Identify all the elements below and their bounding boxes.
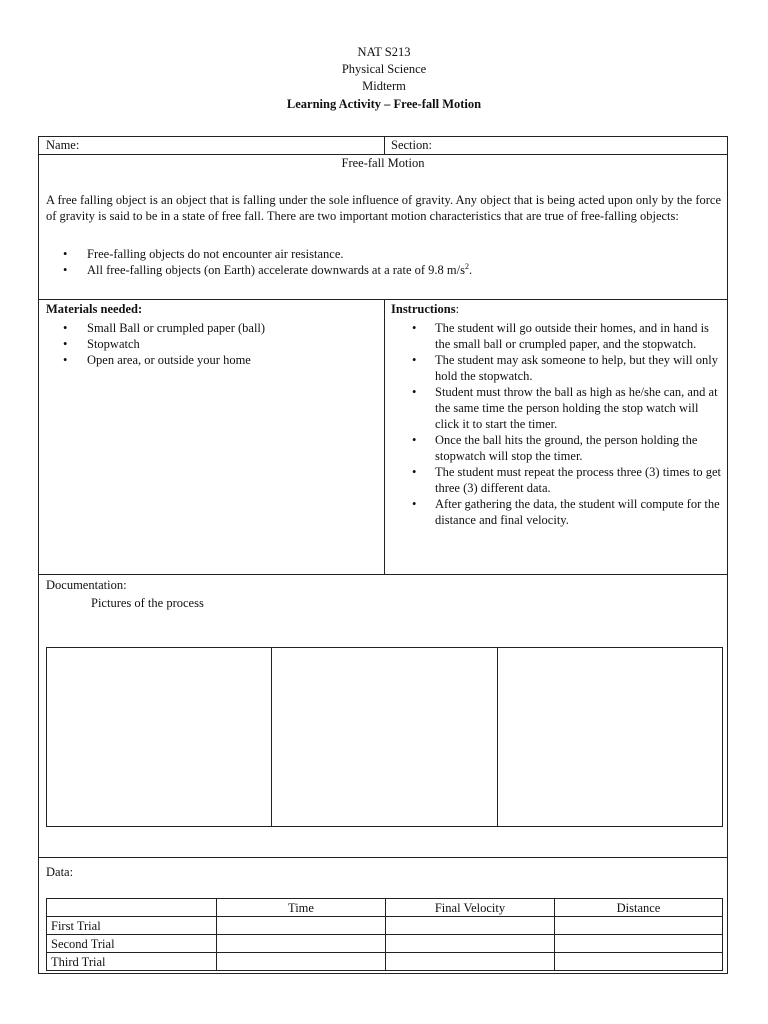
data-cell[interactable]	[555, 953, 723, 971]
column-header	[47, 899, 217, 917]
data-label: Data:	[46, 865, 74, 879]
instructions-heading: Instructions:	[391, 302, 460, 316]
data-cell[interactable]	[555, 935, 723, 953]
subject-name: Physical Science	[341, 62, 427, 76]
data-cell[interactable]	[386, 935, 555, 953]
intro-heading: Free-fall Motion	[341, 156, 425, 170]
instructions-item: • The student will go outside their homes, and in hand is the small ball or crumpled paper, and the stopwatch.	[392, 320, 726, 352]
data-table	[46, 898, 723, 971]
intro-paragraph: A free falling object is an object that is falling under the sole influence of gravity. Any object that is being acted upon only by the force of gravity is said to be in a state of free fall. There are two important motion characteristics that are true of free-falling objects:	[46, 193, 721, 223]
instructions-item: • Student must throw the ball as high as he/she can, and at the same time the person holding the stop watch will click it to start the timer.	[392, 384, 726, 432]
intro-bullet-1: • Free-falling objects do not encounter air resistance.	[43, 246, 727, 262]
divider	[39, 857, 727, 858]
divider	[384, 137, 385, 154]
divider	[384, 299, 385, 574]
divider	[39, 299, 727, 300]
name-field-label[interactable]: Name:	[46, 138, 80, 152]
table-header-row	[47, 899, 723, 917]
data-cell[interactable]	[217, 935, 386, 953]
materials-item: • Stopwatch	[43, 336, 381, 352]
document-header	[0, 44, 768, 113]
materials-list	[43, 320, 381, 368]
table-row	[47, 917, 723, 935]
trial-label: First Trial	[47, 917, 217, 935]
worksheet-frame	[38, 136, 728, 974]
trial-label: Second Trial	[47, 935, 217, 953]
instructions-item: • The student must repeat the process three (3) times to get three (3) different data.	[392, 464, 726, 496]
term-label: Midterm	[362, 79, 406, 93]
activity-title: Learning Activity – Free-fall Motion	[286, 97, 482, 111]
divider	[39, 574, 727, 575]
documentation-label: Documentation:	[46, 578, 127, 592]
picture-box[interactable]	[498, 648, 722, 826]
column-header: Time	[217, 899, 386, 917]
instructions-item: • The student may ask someone to help, but they will only hold the stopwatch.	[392, 352, 726, 384]
picture-box[interactable]	[272, 648, 497, 826]
course-code: NAT S213	[357, 45, 411, 59]
table-row	[47, 953, 723, 971]
data-cell[interactable]	[217, 917, 386, 935]
materials-item: • Small Ball or crumpled paper (ball)	[43, 320, 381, 336]
instructions-list	[392, 320, 726, 528]
intro-bullets	[39, 246, 727, 278]
table-row	[47, 935, 723, 953]
data-cell[interactable]	[217, 953, 386, 971]
instructions-item: • After gathering the data, the student will compute for the distance and final velocity.	[392, 496, 726, 528]
picture-boxes	[46, 647, 723, 827]
intro-bullet-2: • All free-falling objects (on Earth) accelerate downwards at a rate of 9.8 $m/s^2$.	[43, 262, 727, 278]
materials-item: • Open area, or outside your home	[43, 352, 381, 368]
column-header: Final Velocity	[386, 899, 555, 917]
documentation-sublabel: Pictures of the process	[91, 596, 204, 610]
data-cell[interactable]	[386, 917, 555, 935]
data-cell[interactable]	[386, 953, 555, 971]
picture-box[interactable]	[47, 648, 272, 826]
materials-heading: Materials needed:	[46, 302, 143, 316]
column-header: Distance	[555, 899, 723, 917]
section-field-label[interactable]: Section:	[391, 138, 432, 152]
trial-label: Third Trial	[47, 953, 217, 971]
data-cell[interactable]	[555, 917, 723, 935]
instructions-item: • Once the ball hits the ground, the person holding the stopwatch will stop the timer.	[392, 432, 726, 464]
